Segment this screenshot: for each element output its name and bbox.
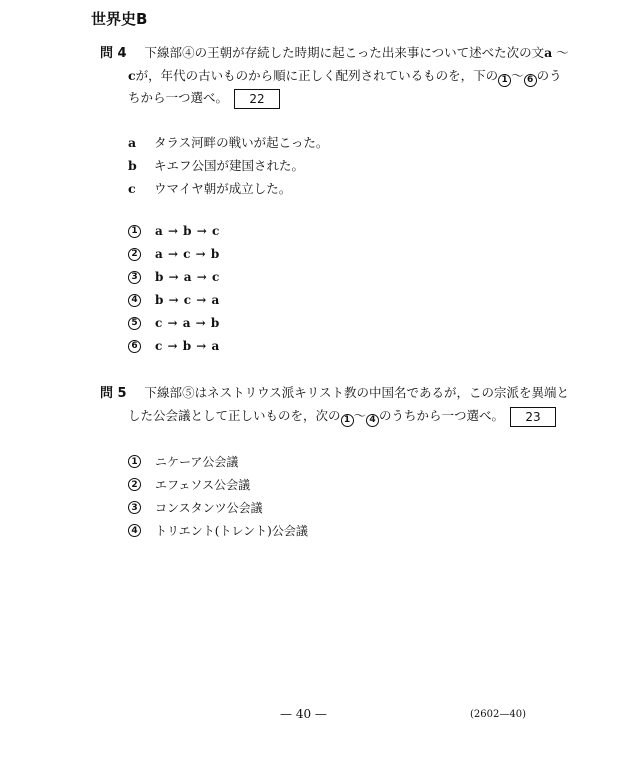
answer-box-22: 22 [234,89,280,109]
q4-line3: ちから一つ選べ。 22 [128,86,280,109]
circled-number-4: 4 [128,294,141,307]
q5-option-2[interactable]: 2 エフェソス公会議 [128,476,250,493]
q5-option-1[interactable]: 1 ニケーア公会議 [128,453,238,470]
q4-item-b: b キエフ公国が建国された。 [128,158,305,173]
q5-option-4[interactable]: 4 トリエント(トレント)公会議 [128,522,308,539]
circled-number-5: 5 [128,317,141,330]
q4-option-4[interactable]: 4 b → c → a [128,293,220,307]
circled-number-1: 1 [128,225,141,238]
circled-number-3: 3 [128,501,141,514]
circled-number-4: 4 [366,414,379,427]
q4-option-3[interactable]: 3 b → a → c [128,270,220,284]
circled-number-2: 2 [128,248,141,261]
q4-line1: 問 4 下線部④の王朝が存続した時期に起こった出来事について述べた次の文a ～ [100,45,569,61]
q5-line1: 問 5 下線部⑤はネストリウス派キリスト教の中国名であるが，この宗派を異端と [100,385,569,401]
circled-number-1: 1 [498,74,511,87]
q4-item-c: c ウマイヤ朝が成立した。 [128,181,292,196]
circled-number-4: 4 [128,524,141,537]
q5-option-3[interactable]: 3 コンスタンツ公会議 [128,499,263,516]
subject-title: 世界史B [91,10,148,28]
circled-number-3: 3 [128,271,141,284]
q4-option-5[interactable]: 5 c → a → b [128,316,220,330]
circled-number-6: 6 [524,74,537,87]
q4-line2: cが，年代の古いものから順に正しく配列されているものを，下の 1 ～ 6 のう [128,68,562,85]
circled-number-2: 2 [128,478,141,491]
q4-option-6[interactable]: 6 c → b → a [128,339,220,353]
document-code: (2602—40) [470,709,526,720]
q4-option-1[interactable]: 1 a → b → c [128,224,220,238]
q5-line2: した公会議として正しいものを，次の 1 ～ 4 のうちから一つ選べ。 23 [128,404,556,427]
page-number: — 40 — [280,707,327,721]
q4-label: 問 4 [100,46,127,61]
circled-number-1: 1 [128,455,141,468]
circled-number-1: 1 [341,414,354,427]
q4-option-2[interactable]: 2 a → c → b [128,247,220,261]
circled-number-6: 6 [128,340,141,353]
answer-box-23: 23 [510,407,556,427]
q4-item-a: a タラス河畔の戦いが起こった。 [128,135,329,150]
q5-label: 問 5 [100,386,127,401]
